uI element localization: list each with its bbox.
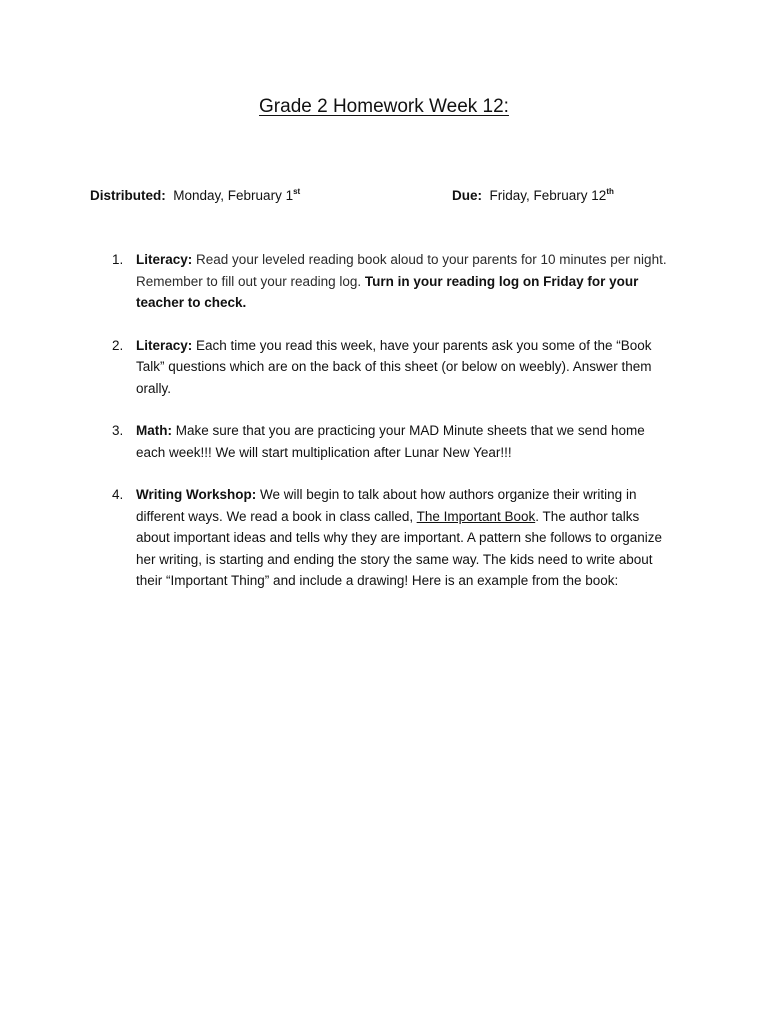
item-text: Read your leveled reading book aloud to your parents for 10 minutes per night. Remember to fill out your reading log. (136, 252, 667, 289)
book-title: The Important Book (416, 508, 536, 524)
item-text: Each time you read this week, have your parents ask you some of the “Book Talk” questions which are on the back of this sheet (or below on weebly). Answer them orally. (136, 337, 652, 396)
homework-list (112, 249, 672, 613)
due-date (452, 183, 614, 205)
item-number: 2. (112, 337, 124, 353)
due-label: Due: (452, 188, 482, 203)
distributed-value: Monday, February 1 (173, 188, 294, 203)
item-bold-text: Turn in your reading log on Friday for your teacher to check. (136, 273, 639, 310)
item-label: Literacy: (136, 337, 193, 353)
page-title: Grade 2 Homework Week 12: (259, 96, 509, 117)
item-label: Math: (136, 423, 172, 438)
item-label: Writing Workshop: (136, 487, 257, 502)
item-number: 3. (112, 423, 124, 438)
distributed-suffix: st (293, 187, 301, 196)
list-item-literacy-reading (112, 249, 672, 314)
item-label: Literacy: (136, 252, 193, 267)
list-item-math (112, 420, 672, 463)
item-number: 4. (112, 487, 124, 502)
distributed-date (90, 183, 300, 205)
distributed-label: Distributed: (90, 188, 166, 203)
list-item-writing-workshop (112, 484, 672, 592)
list-item-literacy-book-talk (112, 335, 672, 400)
item-number: 1. (112, 252, 124, 267)
item-text: Make sure that you are practicing your MAD Minute sheets that we send home each week!!! We will start multiplication after Lunar New Year!!! (136, 423, 645, 460)
item-text-after: . The author talks about important ideas and tells why they are important. A pattern she follows to organize her writing, is starting and ending the story the same way. The kids need to write about their “Important Thing” and include a drawing! Here is an example from the book: (136, 508, 663, 588)
due-value: Friday, February 12 (489, 188, 607, 203)
due-suffix: th (606, 187, 614, 196)
item-text-before: We will begin to talk about how authors organize their writing in different ways. We read a book in class called, (136, 487, 637, 524)
